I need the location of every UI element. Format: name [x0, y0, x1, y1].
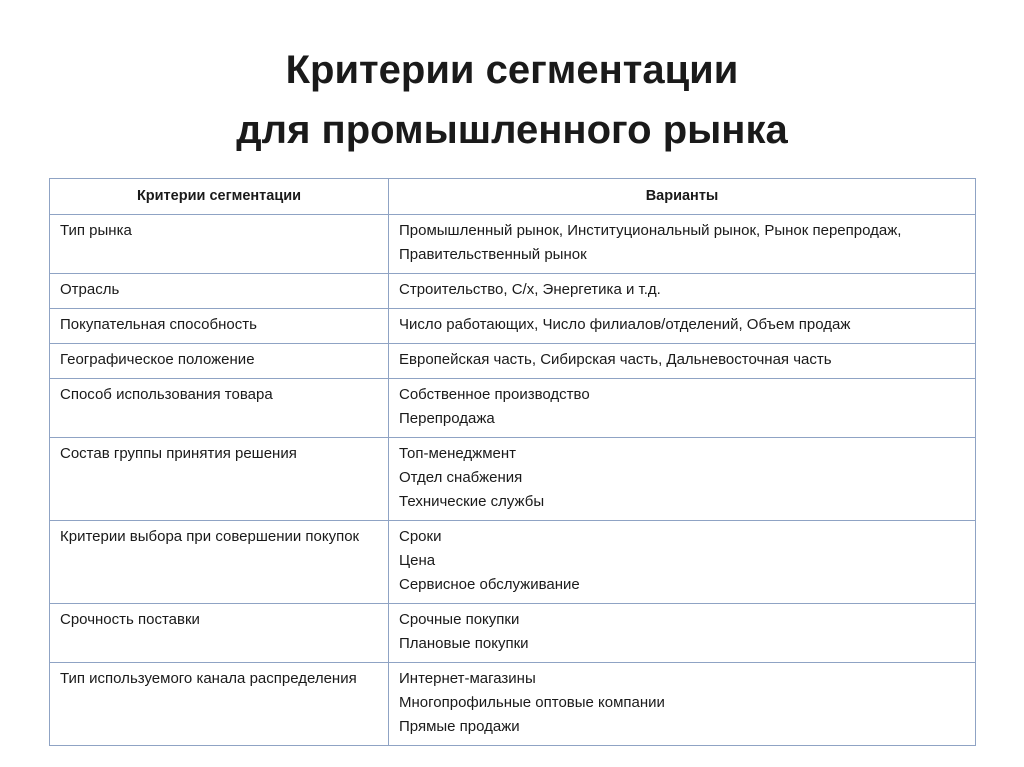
option-item: Многопрофильные оптовые компании [399, 694, 665, 711]
table-row [50, 274, 976, 309]
criterion-cell: Отрасль [50, 274, 389, 309]
option-item: Сервисное обслуживание [399, 576, 580, 593]
criterion-cell: Срочность поставки [50, 604, 389, 663]
criterion-cell: Тип используемого канала распределения [50, 663, 389, 746]
table-row [50, 215, 976, 274]
options-cell [389, 379, 976, 438]
header-criteria: Критерии сегментации [50, 179, 389, 215]
options-cell [389, 215, 976, 274]
option-item: Топ-менеджмент [399, 445, 516, 462]
criterion-cell: Тип рынка [50, 215, 389, 274]
table-row [50, 521, 976, 604]
criterion-cell: Способ использования товара [50, 379, 389, 438]
table-row [50, 438, 976, 521]
option-item: Срочные покупки [399, 611, 520, 628]
criterion-cell: Состав группы принятия решения [50, 438, 389, 521]
title-line-2: для промышленного рынка [236, 108, 788, 152]
title-line-1: Критерии сегментации [285, 48, 739, 92]
segmentation-table [49, 178, 976, 746]
option-item: Собственное производство [399, 386, 590, 403]
page-title [0, 40, 1024, 160]
table-row [50, 309, 976, 344]
option-item: Строительство, С/х, Энергетика и т.д. [399, 281, 661, 298]
header-options: Варианты [389, 179, 976, 215]
criterion-cell: Покупательная способность [50, 309, 389, 344]
option-item: Интернет-магазины [399, 670, 536, 687]
options-cell [389, 274, 976, 309]
options-cell [389, 521, 976, 604]
table-row [50, 344, 976, 379]
table-row [50, 379, 976, 438]
options-cell [389, 309, 976, 344]
option-item: Плановые покупки [399, 635, 529, 652]
option-item: Число работающих, Число филиалов/отделений, Объем продаж [399, 316, 851, 333]
option-item: Перепродажа [399, 410, 495, 427]
option-item: Цена [399, 552, 436, 569]
table-row [50, 604, 976, 663]
option-item: Технические службы [399, 493, 545, 510]
option-item: Сроки [399, 528, 442, 545]
table-row [50, 663, 976, 746]
option-item: Промышленный рынок, Институциональный рынок, Рынок перепродаж, Правительственный рынок [399, 222, 902, 263]
options-cell [389, 663, 976, 746]
option-item: Отдел снабжения [399, 469, 523, 486]
option-item: Европейская часть, Сибирская часть, Дальневосточная часть [399, 351, 832, 368]
options-cell [389, 438, 976, 521]
option-item: Прямые продажи [399, 718, 520, 735]
criterion-cell: Географическое положение [50, 344, 389, 379]
options-cell [389, 344, 976, 379]
table-header-row [50, 179, 976, 215]
criterion-cell: Критерии выбора при совершении покупок [50, 521, 389, 604]
options-cell [389, 604, 976, 663]
